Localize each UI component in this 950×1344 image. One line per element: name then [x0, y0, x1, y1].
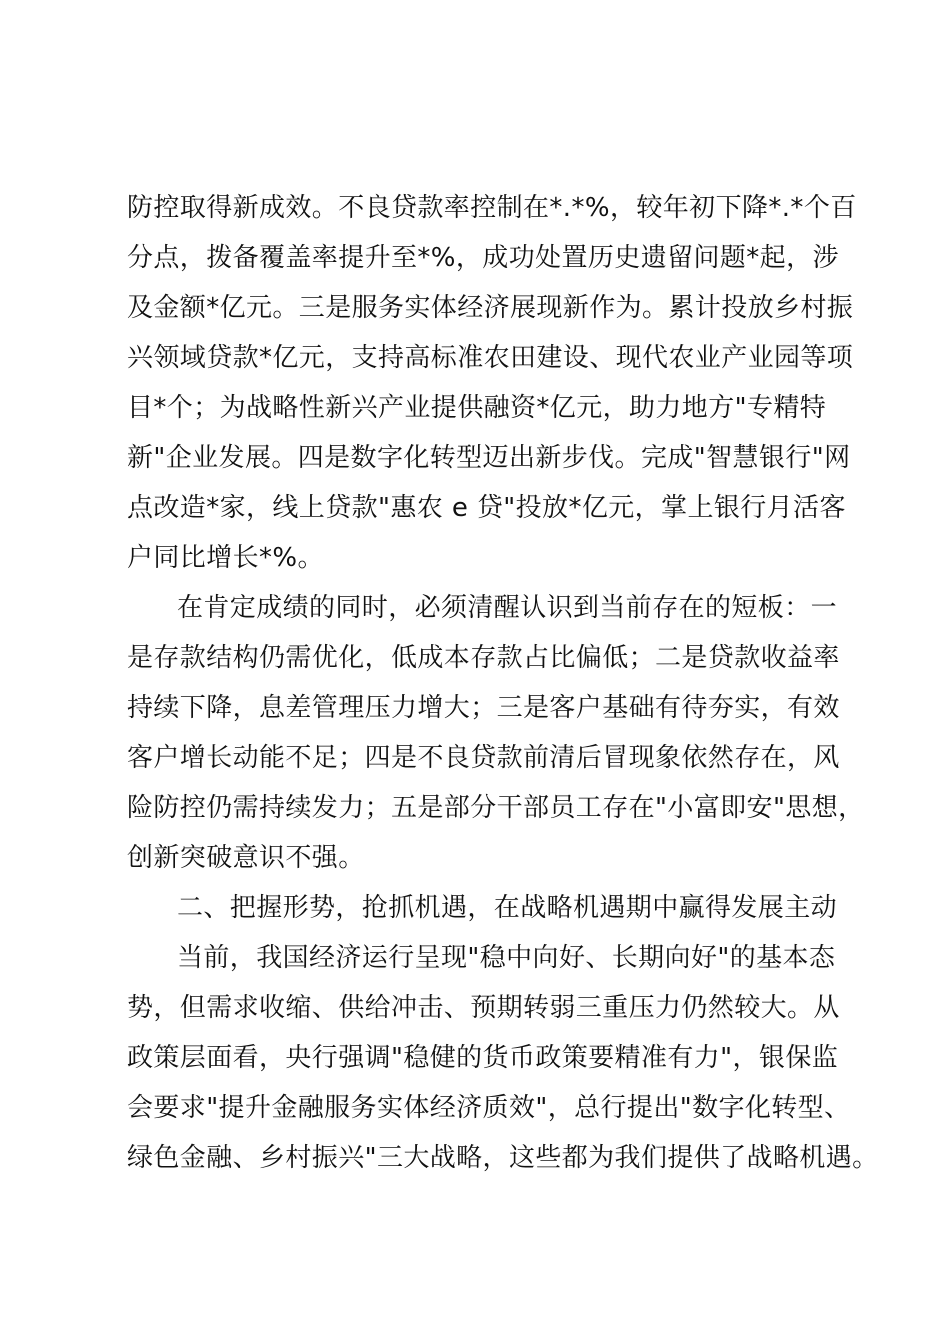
- paragraph-line: 点改造*家，线上贷款"惠农 e 贷"投放*亿元，掌上银行月活客: [127, 493, 846, 523]
- paragraph-line: 及金额*亿元。三是服务实体经济展现新作为。累计投放乡村振: [127, 293, 854, 323]
- paragraph-line: 兴领域贷款*亿元，支持高标准农田建设、现代农业产业园等项: [127, 343, 854, 373]
- paragraph-line: 险防控仍需持续发力；五是部分干部员工存在"小富即安"思想，: [127, 793, 865, 823]
- paragraph-line: 创新突破意识不强。: [127, 843, 365, 873]
- paragraph-line: 客户增长动能不足；四是不良贷款前清后冒现象依然存在，风: [127, 743, 840, 773]
- paragraph-line: 持续下降，息差管理压力增大；三是客户基础有待夯实，有效: [127, 693, 840, 723]
- paragraph-line: 防控取得新成效。不良贷款率控制在*.*%，较年初下降*.*个百: [127, 193, 857, 223]
- paragraph-line: 会要求"提升金融服务实体经济质效"，总行提出"数字化转型、: [127, 1093, 851, 1123]
- paragraph-line: 是存款结构仍需优化，低成本存款占比偏低；二是贷款收益率: [127, 643, 840, 673]
- section-heading: 二、把握形势，抢抓机遇，在战略机遇期中赢得发展主动: [177, 893, 838, 923]
- paragraph-line: 新"企业发展。四是数字化转型迈出新步伐。完成"智慧银行"网: [127, 443, 851, 473]
- paragraph-line: 势，但需求收缩、供给冲击、预期转弱三重压力仍然较大。从: [127, 993, 840, 1023]
- paragraph-line: 在肯定成绩的同时，必须清醒认识到当前存在的短板：一: [177, 593, 838, 623]
- paragraph-line: 户同比增长*%。: [127, 543, 324, 573]
- paragraph-line: 目*个；为战略性新兴产业提供融资*亿元，助力地方"专精特: [127, 393, 827, 423]
- paragraph-line: 政策层面看，央行强调"稳健的货币政策要精准有力"，银保监: [127, 1043, 839, 1073]
- paragraph-line: 分点，拨备覆盖率提升至*%，成功处置历史遗留问题*起，涉: [127, 243, 839, 273]
- paragraph-line: 绿色金融、乡村振兴"三大战略，这些都为我们提供了战略机遇。: [127, 1143, 879, 1173]
- paragraph-line: 当前，我国经济运行呈现"稳中向好、长期向好"的基本态: [177, 943, 836, 973]
